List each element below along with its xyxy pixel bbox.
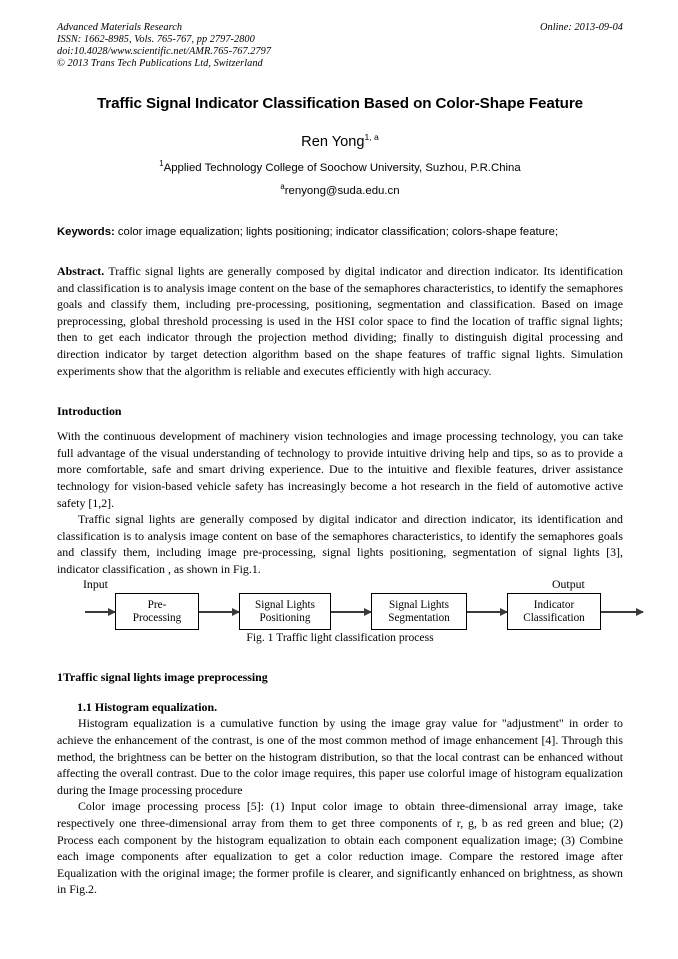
flow-box-signal-lights-positioning	[239, 593, 331, 630]
section-1-1-paragraph-2: Color image processing process [5]: (1) Input color image to obtain three-dimensional array image, take respectively one three-dimensional array from them to get three components of r, g, b as red green and blue; (2) Process each component by the histogram equalization to obtain each component equalization image; (3) Combine each image components after equalization to get a color reduction image. Compare the restored image after Equalization with the original image; the former profile is clearer, and significantly enhanced on brightness, as shown in Fig.2.	[57, 799, 623, 897]
keywords-text: color image equalization; lights positioning; indicator classification; colors-shape feature;	[117, 226, 559, 239]
figure-output-label: Output	[552, 577, 585, 592]
flow-box-positioning-line-2: Positioning	[259, 611, 311, 624]
flow-arrow-1	[199, 611, 239, 613]
flow-box-signal-lights-segmentation	[371, 593, 467, 630]
author-name	[57, 133, 623, 151]
abstract-block	[57, 263, 623, 379]
flow-box-pre-processing-line-2: Processing	[132, 611, 182, 624]
flow-box-segmentation-line-1: Signal Lights	[389, 598, 449, 611]
keywords-block	[57, 225, 623, 241]
affiliation-text: Applied Technology College of Soochow University, Suzhou, P.R.China	[163, 162, 521, 175]
journal-name: Advanced Materials Research	[57, 22, 183, 33]
journal-issn: ISSN: 1662-8985, Vols. 765-767, pp 2797-2800	[57, 34, 255, 46]
figure-1-caption: Fig. 1 Traffic light classification process	[246, 631, 434, 645]
keywords-label: Keywords:	[57, 226, 115, 239]
author-affiliation	[57, 161, 623, 176]
email-text: renyong@suda.edu.cn	[284, 185, 400, 198]
journal-copyright: © 2013 Trans Tech Publications Ltd, Switzerland	[57, 58, 263, 70]
introduction-heading: Introduction	[57, 404, 122, 419]
section-1-1-heading: 1.1 Histogram equalization.	[77, 700, 218, 715]
flow-box-classification-line-2: Classification	[523, 611, 585, 624]
introduction-paragraph-1: With the continuous development of machinery vision technologies and image processing technology, you can take full advantage of the visual understanding of technology to provide intuitive driving help and tips, so as to provide a more comfortable, safe and smart driving experience. Due to the intuitive and flexible features, driver assistance technology for vision-based vehicle safety has increasingly become a hot research in the field of automotive active safety [1,2].	[57, 429, 623, 510]
author-name-superscript: 1, a	[364, 132, 379, 143]
section-1-1-paragraph-1: Histogram equalization is a cumulative function by using the image gray value for "adjustment" in order to achieve the enhancement of the contrast, is one of the most common method of image enhancement [4]. Through this method, the brightness can be better on the histogram distribution, so that the local contrast can be enhanced without affecting the overall contrast. Due to the color image requires, this paper use colorful image of histogram equalization during the Image processing procedure	[57, 716, 623, 797]
flow-box-pre-processing-line-1: Pre-	[147, 598, 167, 611]
affiliation-superscript: 1	[159, 159, 164, 169]
author-email	[57, 184, 623, 199]
flow-box-segmentation-line-2: Segmentation	[388, 611, 450, 624]
flow-box-indicator-classification	[507, 593, 601, 630]
flow-box-positioning-line-1: Signal Lights	[255, 598, 315, 611]
figure-1	[57, 577, 623, 645]
flow-arrow-output	[601, 611, 643, 613]
introduction-paragraph-2: Traffic signal lights are generally composed by digital indicator and direction indicator, its identification and classification is to analysis image content on base of the semaphores characteristics, to identify the semaphores goals and classify them, including image pre-processing, signal lights positioning, segmentation of signal lights [3], indicator classification , as shown in Fig.1.	[57, 512, 623, 576]
figure-input-label: Input	[83, 577, 108, 592]
online-date: Online: 2013-09-04	[540, 22, 623, 33]
flow-arrow-2	[331, 611, 371, 613]
flow-box-classification-line-1: Indicator	[533, 598, 575, 611]
journal-doi: doi:10.4028/www.scientific.net/AMR.765-767.2797	[57, 46, 272, 58]
abstract-text: Traffic signal lights are generally composed by digital indicator and direction indicator. Its identification and classification is to analysis image content on the base of the semaphores characteristics, to identify the semaphores goals and classify them, including pre-processing, positioning, segmentation and classification. Based on image preprocessing, global threshold processing is used in the HSI color space to find the location of traffic signal lights; then to get each indicator through the projection method dividing; finally to distinguish digital processing and direction indicator by target detection algorithm based on the shape features of traffic signal lights. Simulation experiments show that the algorithm is reliable and executes efficiently with high accuracy.	[57, 263, 623, 378]
section-1-heading: 1Traffic signal lights image preprocessing	[57, 670, 268, 685]
page-title: Traffic Signal Indicator Classification Based on Color-Shape Feature	[96, 95, 584, 113]
flow-box-pre-processing	[115, 593, 199, 630]
abstract-label: Abstract.	[57, 263, 105, 278]
flowchart	[85, 593, 643, 630]
email-superscript: a	[280, 182, 285, 192]
journal-header	[57, 22, 623, 70]
author-name-text: Ren Yong	[301, 134, 365, 151]
flow-arrow-3	[467, 611, 507, 613]
flow-arrow-input	[85, 611, 115, 613]
